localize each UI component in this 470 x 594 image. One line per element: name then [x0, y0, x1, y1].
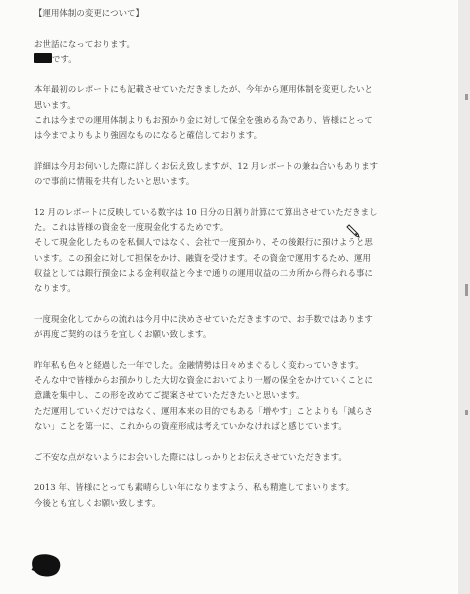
- sender-line: [34, 52, 446, 67]
- paragraph-last-year: [34, 358, 446, 434]
- text-line: これは今までの運用体制よりもお預かり金に対して保全を強める為であり、皆様にとって: [34, 115, 373, 126]
- greeting-line: お世話になっております。: [34, 38, 136, 49]
- redacted-signature: [30, 552, 64, 578]
- sender-suffix: です。: [52, 53, 77, 64]
- text-line: ご不安な点がないようにお会いした際にはしっかりとお伝えさせていただきます。: [34, 451, 347, 462]
- text-line: そんな中で皆様からお預かりした大切な資金においてより一層の保全をかけていくことに: [34, 375, 373, 386]
- text-line: 12 月のレポートに反映している数字は 10 日分の日割り計算にて算出させていただきまし: [34, 206, 378, 217]
- letter-body: [34, 6, 446, 511]
- paragraph-closing: [34, 480, 446, 511]
- text-line: ない」ことを第一に、これからの資産形成は考えていかなければと感じています。: [34, 421, 347, 432]
- text-line: 思います。: [34, 99, 76, 110]
- text-line: は今までよりもより強固なものになると確信しております。: [34, 130, 263, 141]
- page-right-edge: [458, 0, 470, 594]
- text-line: 一度現金化してからの流れは今月中に決めさせていただきますので、お手数ではあります: [34, 313, 373, 324]
- redacted-sender-name: [34, 53, 52, 63]
- pencil-cursor-icon: [346, 224, 360, 238]
- text-line: 本年最初のレポートにも記載させていただきましたが、今年から運用体制を変更したいと: [34, 84, 373, 95]
- paragraph-december-report: [34, 205, 446, 297]
- text-line: 収益としては銀行預金による金利収益と今まで通りの運用収益の二カ所から得られる事に: [34, 268, 373, 279]
- paragraph-contract: [34, 312, 446, 343]
- text-line: た。これは皆様の資金を一度現金化するためです。: [34, 222, 229, 233]
- document-title: 【運用体制の変更について】: [34, 8, 145, 18]
- text-line: います。この預金に対して担保をかけ、融資を受けます。その資金で運用するため、運用: [34, 252, 371, 263]
- text-line: 2013 年、皆様にとっても素晴らしい年になりますよう、私も精進してまいります。: [34, 482, 355, 493]
- text-line: ので事前に情報を共有したいと思います。: [34, 176, 195, 187]
- edge-mark: [465, 410, 468, 415]
- paragraph-plan-change: [34, 82, 446, 143]
- edge-mark: [465, 284, 468, 296]
- text-line: そして現金化したものを私個人ではなく、会社で一度預かり、その後銀行に預けようと思: [34, 237, 373, 248]
- text-line: なります。: [34, 283, 76, 294]
- text-line: 今後とも宜しくお願い致します。: [34, 497, 161, 508]
- edge-mark: [465, 94, 468, 100]
- text-line: 詳細は今月お伺いした際に詳しくお伝え致しますが、12 月レポートの兼ね合いもあります: [34, 160, 379, 171]
- paragraph-details: [34, 159, 446, 190]
- text-line: が再度ご契約のほうを宜しくお願い致します。: [34, 329, 212, 340]
- paragraph-reassurance: [34, 450, 446, 465]
- text-line: 昨年私も色々と経過した一年でした。金融情勢は日々めまぐるしく変わっていきます。: [34, 359, 364, 370]
- text-line: 意識を集中し、この形を改めてご提案させていただきたいと思います。: [34, 390, 305, 401]
- text-line: ただ運用していくだけではなく、運用本来の目的でもある「増やす」ことよりも「減らさ: [34, 405, 373, 416]
